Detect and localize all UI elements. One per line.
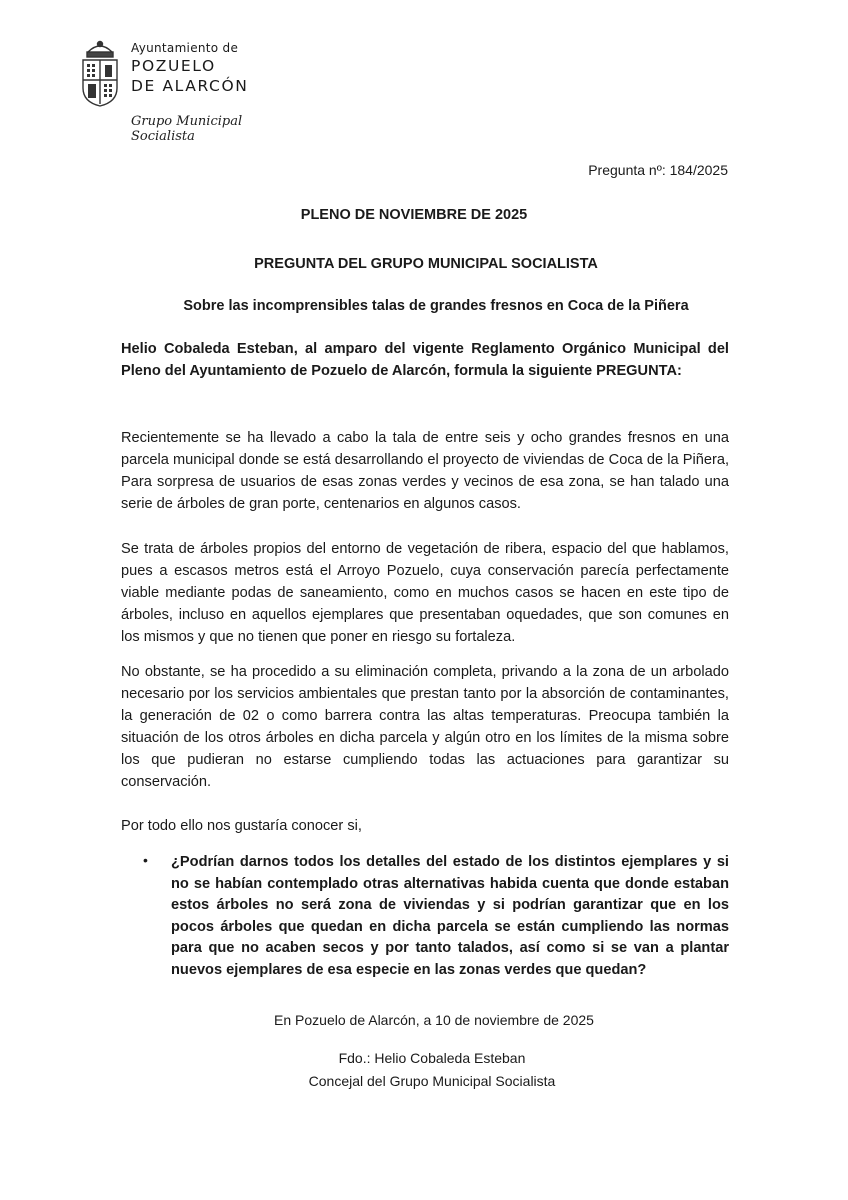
place-and-date: En Pozuelo de Alarcón, a 10 de noviembre de 2025	[274, 1012, 594, 1028]
question-bullet: •	[143, 852, 148, 868]
org-line-ayuntamiento: Ayuntamiento de	[131, 41, 239, 55]
session-title: PLENO DE NOVIEMBRE DE 2025	[300, 207, 528, 223]
body-paragraph-1: Recientemente se ha llevado a cabo la tala de entre seis y ocho grandes fresnos en una parcela municipal donde se está desarrollando el proyecto de viviendas de Coca de la Piñera, Para sorpresa de usuarios de esas zonas verdes y vecinos de esa zona, se han talado una serie de árboles de gran porte, centenarios en algunos casos.	[121, 430, 729, 512]
org-line-pozuelo: POZUELO	[131, 57, 216, 75]
group-line-1: Grupo Municipal	[131, 114, 243, 129]
intro-paragraph: Helio Cobaleda Esteban, al amparo del vigente Reglamento Orgánico Municipal del Pleno del Ayuntamiento de Pozuelo de Alarcón, formula la siguiente PREGUNTA:	[121, 341, 729, 379]
signatory-role: Concejal del Grupo Municipal Socialista	[308, 1073, 556, 1089]
body-paragraph-2: Se trata de árboles propios del entorno de vegetación de ribera, espacio del que hablamos, pues a escasos metros está el Arroyo Pozuelo, cuya conservación parecía perfectamente viable mediante podas de saneamiento, como en muchos casos se hacen en este tipo de árboles, incluso en aquellos ejemplares que presentaban oquedades, que son comunes en los mismos y que no tienen que poner en riesgo su fortaleza.	[121, 541, 729, 645]
document-kind-title: PREGUNTA DEL GRUPO MUNICIPAL SOCIALISTA	[254, 256, 598, 272]
body-paragraph-3: No obstante, se ha procedido a su eliminación completa, privando a la zona de un arbolado necesario por los servicios ambientales que prestan tanto por la absorción de contaminantes, la generación de 02 o como barrera contra las altas temperaturas. Preocupa también la situación de los otros árboles en dicha parcela y algún otro en los límites de la misma sobre los que pudieran no estarse cumpliendo todas las actuaciones para garantizar su conservación.	[121, 664, 729, 790]
question-text: ¿Podrían darnos todos los detalles del estado de los distintos ejemplares y si no se habían contemplado otras alternativas habida cuenta que donde estaban estos árboles no será zona de viviendas y si podrían garantizar que en los pocos árboles que quedan en dicha parcela se están cumpliendo las normas para que no acaben secos y por tanto talados, así como si se van a plantar nuevos ejemplares de esa especie en las zonas verdes que quedan?	[171, 854, 729, 978]
subject-title: Sobre las incomprensibles talas de grandes fresnos en Coca de la Piñera	[183, 298, 689, 314]
organization-name	[131, 40, 248, 96]
municipal-crest-icon	[78, 38, 122, 108]
group-name	[131, 114, 242, 144]
question-reference-number: Pregunta nº: 184/2025	[588, 162, 728, 178]
body-paragraph-4: Por todo ello nos gustaría conocer si,	[121, 818, 362, 834]
org-line-alarcon: DE ALARCÓN	[131, 77, 249, 95]
group-line-2: Socialista	[131, 129, 195, 144]
signature-line: Fdo.: Helio Cobaleda Esteban	[338, 1050, 526, 1066]
